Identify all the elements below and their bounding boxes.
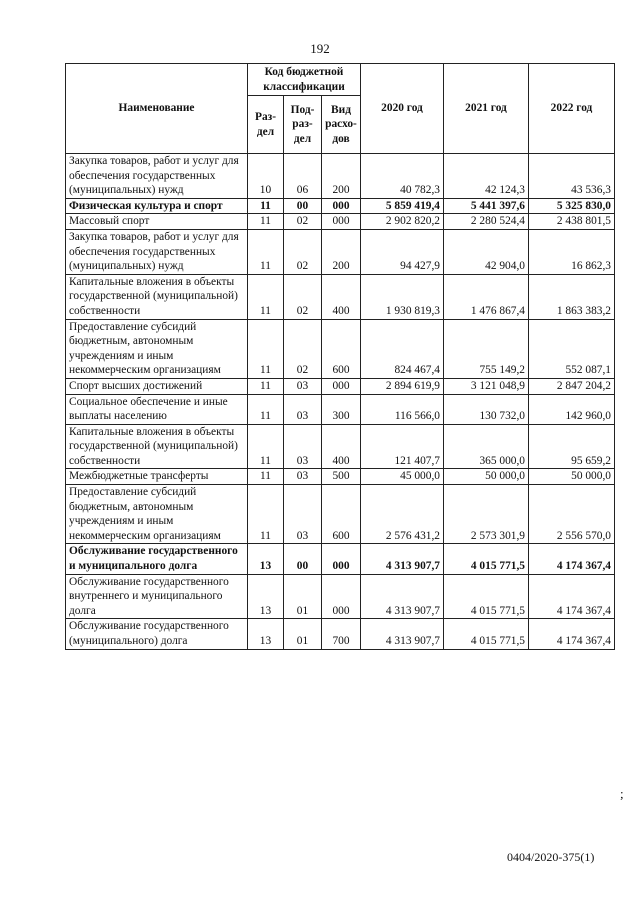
table-row	[66, 274, 615, 319]
cell-razdel: 11	[248, 198, 284, 214]
cell-vid: 400	[322, 274, 361, 319]
cell-name: Межбюджетные трансферты	[66, 469, 248, 485]
cell-podrazdel: 02	[284, 319, 322, 378]
cell-y2022: 43 536,3	[529, 154, 615, 199]
cell-podrazdel: 02	[284, 214, 322, 230]
cell-name: Массовый спорт	[66, 214, 248, 230]
table-row	[66, 378, 615, 394]
cell-podrazdel: 03	[284, 378, 322, 394]
cell-y2021: 1 476 867,4	[444, 274, 529, 319]
table-row	[66, 424, 615, 469]
cell-name: Капитальные вложения в объекты государственной (муниципальной) собственности	[66, 274, 248, 319]
cell-name: Обслуживание государственного внутреннего и муниципального долга	[66, 574, 248, 619]
cell-razdel: 11	[248, 485, 284, 544]
cell-vid: 300	[322, 394, 361, 424]
cell-y2020: 45 000,0	[361, 469, 444, 485]
cell-y2021: 365 000,0	[444, 424, 529, 469]
cell-vid: 000	[322, 574, 361, 619]
cell-y2021: 5 441 397,6	[444, 198, 529, 214]
table-row	[66, 214, 615, 230]
document-code: 0404/2020-375(1)	[507, 850, 595, 864]
cell-y2020: 121 407,7	[361, 424, 444, 469]
cell-y2021: 3 121 048,9	[444, 378, 529, 394]
cell-vid: 500	[322, 469, 361, 485]
cell-razdel: 11	[248, 274, 284, 319]
cell-y2022: 4 174 367,4	[529, 574, 615, 619]
header-name: Наименование	[66, 64, 248, 154]
budget-table	[65, 63, 615, 650]
cell-y2020: 824 467,4	[361, 319, 444, 378]
table-body	[66, 154, 615, 650]
cell-vid: 600	[322, 485, 361, 544]
cell-name: Физическая культура и спорт	[66, 198, 248, 214]
cell-razdel: 13	[248, 544, 284, 574]
cell-podrazdel: 01	[284, 574, 322, 619]
table-row	[66, 619, 615, 649]
header-2021: 2021 год	[444, 64, 529, 154]
cell-name: Предоставление субсидий бюджетным, автономным учреждениям и иным некоммерческим организациям	[66, 319, 248, 378]
cell-podrazdel: 01	[284, 619, 322, 649]
header-podrazdel: Под-раз-дел	[284, 96, 322, 154]
cell-y2021: 50 000,0	[444, 469, 529, 485]
cell-y2021: 42 904,0	[444, 229, 529, 274]
table-row	[66, 229, 615, 274]
cell-y2020: 2 894 619,9	[361, 378, 444, 394]
cell-razdel: 11	[248, 469, 284, 485]
cell-y2022: 4 174 367,4	[529, 619, 615, 649]
cell-y2022: 1 863 383,2	[529, 274, 615, 319]
cell-podrazdel: 02	[284, 229, 322, 274]
cell-y2022: 2 438 801,5	[529, 214, 615, 230]
cell-vid: 200	[322, 154, 361, 199]
cell-y2020: 94 427,9	[361, 229, 444, 274]
cell-y2021: 4 015 771,5	[444, 619, 529, 649]
cell-podrazdel: 02	[284, 274, 322, 319]
table-row	[66, 198, 615, 214]
cell-y2020: 2 902 820,2	[361, 214, 444, 230]
cell-y2020: 4 313 907,7	[361, 619, 444, 649]
table-row	[66, 574, 615, 619]
header-vid: Вид расхо-дов	[322, 96, 361, 154]
cell-name: Спорт высших достижений	[66, 378, 248, 394]
cell-y2022: 50 000,0	[529, 469, 615, 485]
cell-name: Закупка товаров, работ и услуг для обеспечения государственных (муниципальных) нужд	[66, 154, 248, 199]
header-2020: 2020 год	[361, 64, 444, 154]
cell-y2021: 130 732,0	[444, 394, 529, 424]
cell-y2020: 1 930 819,3	[361, 274, 444, 319]
cell-razdel: 11	[248, 378, 284, 394]
cell-name: Предоставление субсидий бюджетным, автономным учреждениям и иным некоммерческим организациям	[66, 485, 248, 544]
cell-y2020: 5 859 419,4	[361, 198, 444, 214]
cell-name: Обслуживание государственного и муниципального долга	[66, 544, 248, 574]
cell-y2022: 16 862,3	[529, 229, 615, 274]
cell-y2020: 40 782,3	[361, 154, 444, 199]
table-row	[66, 394, 615, 424]
cell-y2020: 4 313 907,7	[361, 574, 444, 619]
cell-podrazdel: 00	[284, 198, 322, 214]
header-razdel: Раз-дел	[248, 96, 284, 154]
cell-y2020: 2 576 431,2	[361, 485, 444, 544]
cell-razdel: 11	[248, 214, 284, 230]
cell-podrazdel: 03	[284, 469, 322, 485]
table-row	[66, 544, 615, 574]
cell-y2020: 4 313 907,7	[361, 544, 444, 574]
cell-name: Капитальные вложения в объекты государственной (муниципальной) собственности	[66, 424, 248, 469]
cell-y2022: 95 659,2	[529, 424, 615, 469]
cell-y2021: 4 015 771,5	[444, 544, 529, 574]
cell-y2022: 2 847 204,2	[529, 378, 615, 394]
cell-y2020: 116 566,0	[361, 394, 444, 424]
cell-vid: 400	[322, 424, 361, 469]
cell-y2022: 552 087,1	[529, 319, 615, 378]
cell-razdel: 11	[248, 394, 284, 424]
cell-podrazdel: 03	[284, 424, 322, 469]
cell-name: Обслуживание государственного (муниципального) долга	[66, 619, 248, 649]
cell-y2022: 142 960,0	[529, 394, 615, 424]
cell-name: Социальное обеспечение и иные выплаты населению	[66, 394, 248, 424]
table-row	[66, 485, 615, 544]
cell-vid: 000	[322, 544, 361, 574]
cell-name: Закупка товаров, работ и услуг для обеспечения государственных (муниципальных) нужд	[66, 229, 248, 274]
cell-y2021: 755 149,2	[444, 319, 529, 378]
cell-y2022: 5 325 830,0	[529, 198, 615, 214]
cell-vid: 600	[322, 319, 361, 378]
table-row	[66, 154, 615, 199]
cell-razdel: 10	[248, 154, 284, 199]
cell-razdel: 11	[248, 229, 284, 274]
cell-vid: 200	[322, 229, 361, 274]
page-number: 192	[310, 41, 330, 56]
cell-vid: 700	[322, 619, 361, 649]
cell-y2021: 42 124,3	[444, 154, 529, 199]
cell-podrazdel: 06	[284, 154, 322, 199]
table-row	[66, 469, 615, 485]
cell-y2021: 2 573 301,9	[444, 485, 529, 544]
header-2022: 2022 год	[529, 64, 615, 154]
trailing-mark: ;	[620, 786, 624, 801]
header-code-group: Код бюджетной классификации	[248, 64, 361, 96]
cell-podrazdel: 03	[284, 394, 322, 424]
cell-y2022: 2 556 570,0	[529, 485, 615, 544]
table-row	[66, 319, 615, 378]
cell-vid: 000	[322, 378, 361, 394]
cell-razdel: 11	[248, 319, 284, 378]
cell-y2021: 4 015 771,5	[444, 574, 529, 619]
cell-razdel: 13	[248, 619, 284, 649]
cell-vid: 000	[322, 198, 361, 214]
cell-y2021: 2 280 524,4	[444, 214, 529, 230]
cell-vid: 000	[322, 214, 361, 230]
cell-podrazdel: 00	[284, 544, 322, 574]
cell-razdel: 11	[248, 424, 284, 469]
cell-y2022: 4 174 367,4	[529, 544, 615, 574]
cell-razdel: 13	[248, 574, 284, 619]
cell-podrazdel: 03	[284, 485, 322, 544]
